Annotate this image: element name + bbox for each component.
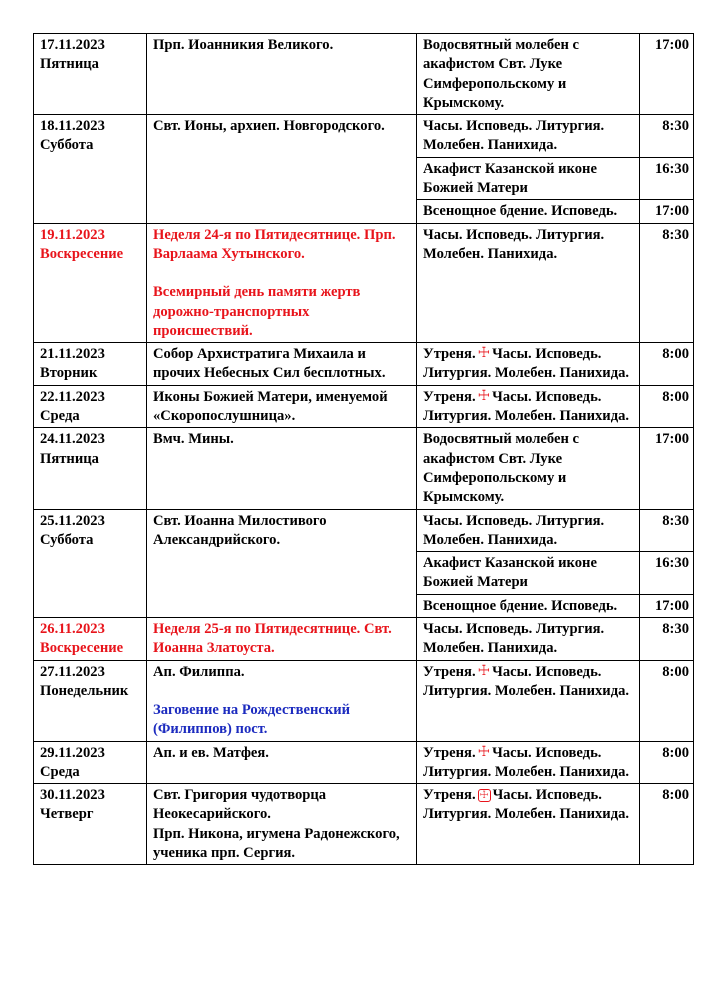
spacer xyxy=(153,682,412,701)
feast-text: Свт. Иоанна Милостивого Александрийского. xyxy=(153,512,327,548)
feast-text: Свт. Ионы, архиеп. Новгородского. xyxy=(153,118,385,135)
feast-cell xyxy=(147,115,417,223)
service-text: Часы. Исповедь. Литургия. Молебен. Панихида. xyxy=(423,512,605,548)
service-cell xyxy=(417,157,640,200)
time-cell: 17:00 xyxy=(640,34,694,115)
service-cell xyxy=(417,223,640,342)
spacer xyxy=(153,264,412,283)
table-row xyxy=(34,618,694,661)
date: 17.11.2023 xyxy=(40,37,105,53)
service-prefix: Утреня. xyxy=(423,663,476,680)
service-text: Часы. Исповедь. Литургия. Молебен. Панихида. xyxy=(423,388,630,425)
date: 26.11.2023 xyxy=(40,621,105,638)
service-cell xyxy=(417,509,640,552)
date: 29.11.2023 xyxy=(40,744,105,761)
service-prefix: Утреня. xyxy=(423,388,476,405)
time-cell: 16:30 xyxy=(640,157,694,200)
time-cell: 8:00 xyxy=(640,343,694,386)
service-cell xyxy=(417,618,640,661)
feast-cell xyxy=(147,509,417,617)
date-cell xyxy=(34,660,147,741)
weekday: Среда xyxy=(40,763,80,780)
service-text: Водосвятный молебен с акафистом Свт. Луке Симферопольскому и Крымскому. xyxy=(423,431,580,506)
time-cell: 8:00 xyxy=(640,741,694,784)
feast-text: Иконы Божией Матери, именуемой «Скоропослушница». xyxy=(153,388,388,425)
service-text: Водосвятный молебен с акафистом Свт. Луке Симферопольскому и Крымскому. xyxy=(423,37,580,111)
time-cell: 8:30 xyxy=(640,618,694,661)
table-row xyxy=(34,741,694,784)
date-cell xyxy=(34,223,147,342)
weekday: Пятница xyxy=(40,56,99,73)
service-text: Часы. Исповедь. Литургия. Молебен. Панихида. xyxy=(423,226,605,262)
feast-text: Прп. Иоанникия Великого. xyxy=(153,37,334,53)
service-prefix: Утреня. xyxy=(423,744,476,761)
weekday: Суббота xyxy=(40,531,94,548)
service-text: Всенощное бдение. Исповедь. xyxy=(423,203,618,220)
cross-icon: ☩ xyxy=(477,388,491,404)
feast-cell xyxy=(147,34,417,115)
feast-cell xyxy=(147,385,417,428)
service-cell xyxy=(417,594,640,617)
schedule-body xyxy=(34,34,694,865)
date-cell xyxy=(34,385,147,428)
table-row xyxy=(34,34,694,115)
date-cell xyxy=(34,428,147,509)
service-cell xyxy=(417,200,640,223)
feast-cell xyxy=(147,343,417,386)
feast-text: Всемирный день памяти жертв дорожно-транспортных происшествий. xyxy=(153,284,361,339)
schedule-table xyxy=(33,33,694,865)
table-row xyxy=(34,115,694,158)
service-cell xyxy=(417,784,640,865)
service-cell xyxy=(417,660,640,741)
service-cell xyxy=(417,741,640,784)
table-row xyxy=(34,385,694,428)
service-text: Часы. Исповедь. Литургия. Молебен. Панихида. xyxy=(423,744,630,780)
weekday: Пятница xyxy=(40,450,99,467)
date: 27.11.2023 xyxy=(40,663,105,680)
service-text: Часы. Исповедь. Литургия. Молебен. Панихида. xyxy=(423,118,605,154)
service-prefix: Утреня. xyxy=(423,787,476,804)
service-text: Часы. Исповедь. Литургия. Молебен. Панихида. xyxy=(423,346,630,382)
weekday: Понедельник xyxy=(40,682,129,699)
date-cell xyxy=(34,509,147,617)
date-cell xyxy=(34,34,147,115)
date-cell xyxy=(34,741,147,784)
weekday: Суббота xyxy=(40,137,94,154)
time-cell: 8:00 xyxy=(640,784,694,865)
feast-text: Ап. и ев. Матфея. xyxy=(153,744,269,761)
date-cell xyxy=(34,618,147,661)
table-row xyxy=(34,509,694,552)
date-cell xyxy=(34,343,147,386)
service-cell xyxy=(417,385,640,428)
feast-text: Собор Архистратига Михаила и прочих Небесных Сил бесплотных. xyxy=(153,346,386,382)
feast-text: Неделя 24-я по Пятидесятнице. Прп. Варлаама Хутынского. xyxy=(153,226,396,262)
date: 21.11.2023 xyxy=(40,346,105,363)
feast-cell xyxy=(147,223,417,342)
feast-text: Заговение на Рождественский (Филиппов) пост. xyxy=(153,701,351,738)
service-prefix: Утреня. xyxy=(423,346,476,363)
service-text: Часы. Исповедь. Литургия. Молебен. Панихида. xyxy=(423,787,630,823)
feast-text: Ап. Филиппа. xyxy=(153,663,245,680)
time-cell: 17:00 xyxy=(640,428,694,509)
cross-icon: ☩ xyxy=(477,744,491,760)
cross-icon: ☩ xyxy=(477,663,491,679)
table-row xyxy=(34,784,694,865)
feast-cell xyxy=(147,618,417,661)
date: 24.11.2023 xyxy=(40,431,105,448)
date-cell xyxy=(34,784,147,865)
time-cell: 16:30 xyxy=(640,552,694,595)
table-row xyxy=(34,223,694,342)
date: 30.11.2023 xyxy=(40,787,105,804)
service-text: Часы. Исповедь. Литургия. Молебен. Панихида. xyxy=(423,663,630,699)
time-cell: 17:00 xyxy=(640,594,694,617)
weekday: Среда xyxy=(40,408,80,425)
service-text: Акафист Казанской иконе Божией Матери xyxy=(423,555,597,591)
date: 19.11.2023 xyxy=(40,226,105,243)
feast-cell xyxy=(147,784,417,865)
feast-text: Свт. Григория чудотворца Неокесарийского. xyxy=(153,787,327,823)
service-cell xyxy=(417,34,640,115)
service-text: Акафист Казанской иконе Божией Матери xyxy=(423,160,597,197)
feast-text: Неделя 25-я по Пятидесятнице. Свт. Иоанна Златоуста. xyxy=(153,621,392,657)
weekday: Воскресение xyxy=(40,245,124,262)
time-cell: 8:30 xyxy=(640,115,694,158)
feast-cell xyxy=(147,741,417,784)
service-cell xyxy=(417,552,640,595)
feast-text: Прп. Никона, игумена Радонежского, ученика прп. Сергия. xyxy=(153,825,400,861)
time-cell: 8:00 xyxy=(640,385,694,428)
service-cell xyxy=(417,115,640,158)
date: 18.11.2023 xyxy=(40,118,105,135)
cross-icon: ☩ xyxy=(477,346,491,362)
polyeleos-icon: ☩ xyxy=(479,790,489,802)
date: 22.11.2023 xyxy=(40,388,105,405)
time-cell: 8:30 xyxy=(640,223,694,342)
feast-cell xyxy=(147,428,417,509)
weekday: Вторник xyxy=(40,365,98,382)
time-cell: 8:30 xyxy=(640,509,694,552)
time-cell: 17:00 xyxy=(640,200,694,223)
table-row xyxy=(34,343,694,386)
date-cell xyxy=(34,115,147,223)
service-text: Всенощное бдение. Исповедь. xyxy=(423,597,618,614)
table-row xyxy=(34,660,694,741)
weekday: Воскресение xyxy=(40,640,124,657)
table-row xyxy=(34,428,694,509)
feast-text: Вмч. Мины. xyxy=(153,431,234,448)
service-cell xyxy=(417,428,640,509)
time-cell: 8:00 xyxy=(640,660,694,741)
weekday: Четверг xyxy=(40,806,94,823)
feast-cell xyxy=(147,660,417,741)
service-text: Часы. Исповедь. Литургия. Молебен. Панихида. xyxy=(423,621,605,657)
service-cell xyxy=(417,343,640,386)
date: 25.11.2023 xyxy=(40,512,105,529)
